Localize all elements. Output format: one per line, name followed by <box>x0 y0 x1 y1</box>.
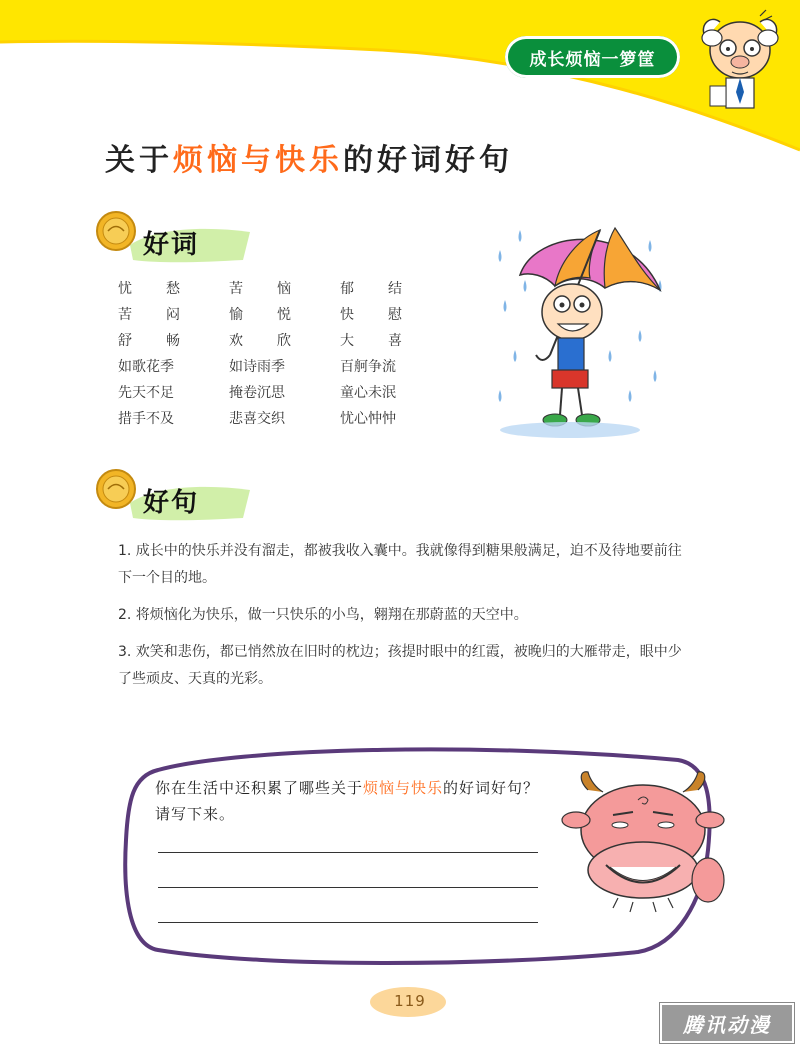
sentence-item: 2. 将烦恼化为快乐，做一只快乐的小鸟，翱翔在那蔚蓝的天空中。 <box>118 607 528 623</box>
word-item: 措手不及 <box>118 411 174 427</box>
word-item: 如歌花季 <box>118 359 174 375</box>
kid-with-umbrella-illustration <box>490 220 670 445</box>
word-item: 苦恼 <box>229 281 291 297</box>
word-item: 忧愁 <box>118 281 180 297</box>
writing-prompt <box>155 775 555 827</box>
good-sentences-heading-block <box>95 468 255 528</box>
word-item: 掩卷沉思 <box>229 385 285 401</box>
word-item: 百舸争流 <box>340 359 396 375</box>
word-item: 童心未泯 <box>340 385 396 401</box>
prompt-after: 的好词好句？请写下来。 <box>155 779 540 823</box>
sentence-item: 1. 成长中的快乐并没有溜走，都被我收入囊中。我就像得到糖果般满足，迫不及待地要前往下一个目的地。 <box>118 543 682 586</box>
word-item: 苦闷 <box>118 307 180 323</box>
word-item: 郁结 <box>340 281 402 297</box>
good-words-list <box>118 280 451 428</box>
writing-line[interactable] <box>158 887 538 888</box>
good-sentences-list <box>118 538 688 703</box>
word-item: 愉悦 <box>229 307 291 323</box>
good-sentences-heading: 好句 <box>143 488 200 518</box>
good-words-heading: 好词 <box>143 230 200 260</box>
title-highlight: 烦恼与快乐 <box>173 143 343 178</box>
pink-ox-mascot-illustration <box>558 770 728 920</box>
title-prefix: 关于 <box>105 143 173 178</box>
word-item: 欢欣 <box>229 333 291 349</box>
page-title <box>105 135 513 179</box>
word-item: 先天不足 <box>118 385 174 401</box>
word-item: 悲喜交织 <box>229 411 285 427</box>
word-item: 大喜 <box>340 333 402 349</box>
good-words-heading-block <box>95 210 255 270</box>
prompt-before: 你在生活中还积累了哪些关于 <box>155 779 364 797</box>
publisher-watermark: 腾讯动漫 <box>660 1003 794 1043</box>
word-item: 舒畅 <box>118 333 180 349</box>
sentence-item: 3. 欢笑和悲伤，都已悄然放在旧时的枕边；孩提时眼中的红霞，被晚归的大雁带走，眼中少了些顽皮、天真的光彩。 <box>118 644 682 687</box>
old-man-mascot-illustration <box>690 8 790 118</box>
word-item: 快慰 <box>340 307 402 323</box>
word-item: 忧心忡忡 <box>340 411 396 427</box>
writing-line[interactable] <box>158 852 538 853</box>
coin-icon <box>95 210 137 252</box>
word-item: 如诗雨季 <box>229 359 285 375</box>
writing-line[interactable] <box>158 922 538 923</box>
coin-icon <box>95 468 137 510</box>
series-tag: 成长烦恼一箩筐 <box>505 36 680 78</box>
prompt-highlight: 烦恼与快乐 <box>363 779 444 797</box>
page-number: 119 <box>394 992 426 1010</box>
title-suffix: 的好词好句 <box>343 143 513 178</box>
